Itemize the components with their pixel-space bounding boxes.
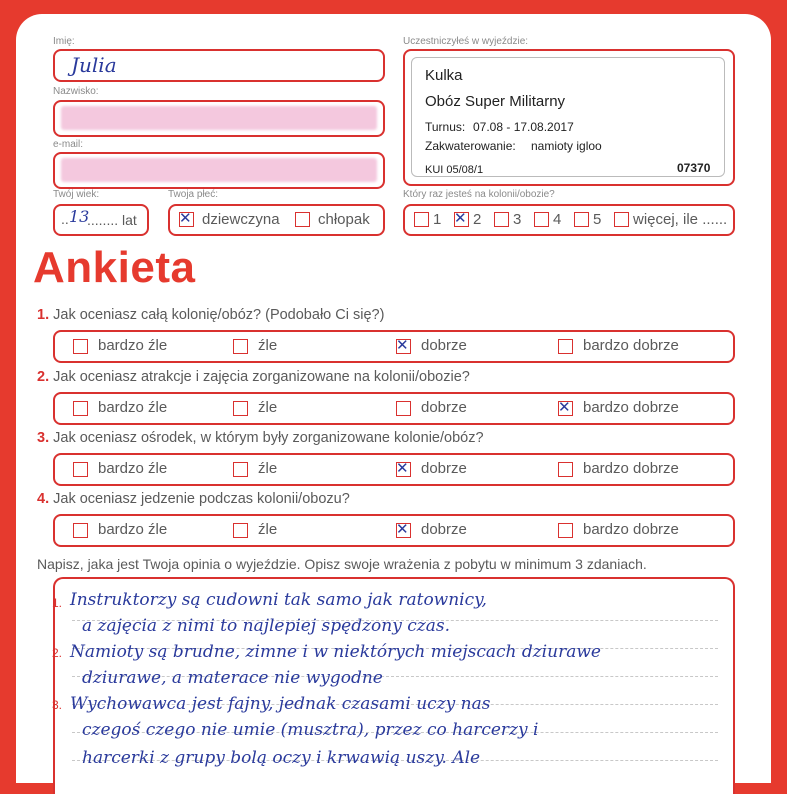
ticket-code: KUI 05/08/1 <box>425 164 484 176</box>
question-4-answer-row <box>53 514 735 547</box>
ticket-name: Kulka <box>425 67 463 84</box>
times-3-label: 3 <box>513 211 522 228</box>
ticket-turnus-label: Turnus: <box>425 120 466 134</box>
ticket-accommodation-label: Zakwaterowanie: <box>425 139 516 153</box>
gender-male-checkbox[interactable] <box>295 212 310 227</box>
times-label: Który raz jesteś na kolonii/obozie? <box>403 189 555 200</box>
question-4-option-3-label: dobrze <box>421 521 467 538</box>
age-value: 13 <box>69 207 90 226</box>
email-label: e-mail: <box>53 139 84 150</box>
opinion-line-6: czegoś czego nie umie (musztra), przez co harcerzy i <box>82 720 539 740</box>
question-1-option-2-label: źle <box>258 337 278 354</box>
age-field[interactable] <box>53 204 149 236</box>
question-2-number: 2. <box>37 369 50 385</box>
email-field[interactable] <box>53 152 385 189</box>
redacted-email <box>61 158 377 182</box>
question-1-option-1-label: bardzo źle <box>98 337 168 354</box>
question-3-option-3-checkbox[interactable] <box>396 462 411 477</box>
question-4-option-1-label: bardzo źle <box>98 521 168 538</box>
question-1-option-1-checkbox[interactable] <box>73 339 88 354</box>
question-4-number: 4. <box>37 491 50 507</box>
opinion-line-7: harcerki z grupy bolą oczy i krwawią uszy. Ale <box>82 748 481 768</box>
question-1-text <box>37 307 384 323</box>
age-label: Twój wiek: <box>53 189 100 200</box>
question-1-option-4-label: bardzo dobrze <box>583 337 679 354</box>
question-2-option-2-checkbox[interactable] <box>233 401 248 416</box>
times-field <box>403 204 735 236</box>
question-4-label: Jak oceniasz jedzenie podczas kolonii/obozu? <box>53 491 350 507</box>
question-2-option-3-checkbox[interactable] <box>396 401 411 416</box>
question-3-option-4-checkbox[interactable] <box>558 462 573 477</box>
gender-male-label: chłopak <box>318 211 370 228</box>
opinion-number-3: 3. <box>52 698 63 712</box>
participated-label: Uczestniczyłeś w wyjeździe: <box>403 36 529 47</box>
question-2-label: Jak oceniasz atrakcje i zajęcia zorganizowane na kolonii/obozie? <box>53 369 470 385</box>
gender-label: Twoja płeć: <box>168 189 219 200</box>
question-1-option-3-label: dobrze <box>421 337 467 354</box>
gender-female-checkbox[interactable] <box>179 212 194 227</box>
question-2-option-2-label: źle <box>258 399 278 416</box>
ticket-camp: Obóz Super Militarny <box>425 93 566 110</box>
question-1-option-4-checkbox[interactable] <box>558 339 573 354</box>
ticket-turnus-value: 07.08 - 17.08.2017 <box>473 120 574 134</box>
question-1-answer-row <box>53 330 735 363</box>
times-4-label: 4 <box>553 211 562 228</box>
first-name-value: Julia <box>71 53 117 77</box>
opinion-prompt: Napisz, jaka jest Twoja opinia o wyjeździe. Opisz swoje wrażenia z pobytu w minimum 3 zdaniach. <box>37 556 647 572</box>
ticket-accommodation-value: namioty igloo <box>531 139 602 153</box>
gender-female-label: dziewczyna <box>202 211 280 228</box>
opinion-line-4: dziurawe, a materace nie wygodne <box>82 668 383 688</box>
question-2-option-3-label: dobrze <box>421 399 467 416</box>
times-3-checkbox[interactable] <box>494 212 509 227</box>
question-3-label: Jak oceniasz ośrodek, w którym były zorganizowane kolonie/obóz? <box>53 430 484 446</box>
opinion-line-1: Instruktorzy są cudowni tak samo jak ratownicy, <box>70 590 487 610</box>
question-1-option-3-checkbox[interactable] <box>396 339 411 354</box>
times-1-checkbox[interactable] <box>414 212 429 227</box>
ticket-number: 07370 <box>677 161 711 175</box>
times-4-checkbox[interactable] <box>534 212 549 227</box>
first-name-label: Imię: <box>53 36 75 47</box>
opinion-line-3: Namioty są brudne, zimne i w niektórych miejscach dziurawe <box>70 642 601 662</box>
question-1-label: Jak oceniasz całą kolonię/obóz? (Podobało Ci się?) <box>53 307 385 323</box>
first-name-field[interactable] <box>53 49 385 82</box>
age-suffix: ........ lat <box>87 212 137 228</box>
redacted-last-name <box>61 106 377 130</box>
last-name-label: Nazwisko: <box>53 86 99 97</box>
age-prefix: .. <box>61 211 69 227</box>
times-more-checkbox[interactable] <box>614 212 629 227</box>
question-3-text <box>37 430 484 446</box>
question-4-option-1-checkbox[interactable] <box>73 523 88 538</box>
question-4-option-2-label: źle <box>258 521 278 538</box>
times-more-label: więcej, ile ...... <box>633 211 728 228</box>
question-3-number: 3. <box>37 430 50 446</box>
opinion-line-2: a zajęcia z nimi to najlepiej spędzony czas. <box>82 616 450 636</box>
question-3-option-3-label: dobrze <box>421 460 467 477</box>
times-5-label: 5 <box>593 211 602 228</box>
question-2-answer-row <box>53 392 735 425</box>
question-4-text <box>37 491 350 507</box>
question-3-option-1-checkbox[interactable] <box>73 462 88 477</box>
trip-ticket-box <box>403 49 735 186</box>
question-1-option-2-checkbox[interactable] <box>233 339 248 354</box>
question-4-option-4-label: bardzo dobrze <box>583 521 679 538</box>
question-4-option-3-checkbox[interactable] <box>396 523 411 538</box>
question-2-text <box>37 369 470 385</box>
question-3-option-1-label: bardzo źle <box>98 460 168 477</box>
times-2-checkbox[interactable] <box>454 212 469 227</box>
question-4-option-4-checkbox[interactable] <box>558 523 573 538</box>
question-3-option-4-label: bardzo dobrze <box>583 460 679 477</box>
gender-field <box>168 204 385 236</box>
times-5-checkbox[interactable] <box>574 212 589 227</box>
question-3-option-2-checkbox[interactable] <box>233 462 248 477</box>
question-1-number: 1. <box>37 307 50 323</box>
question-3-option-2-label: źle <box>258 460 278 477</box>
question-4-option-2-checkbox[interactable] <box>233 523 248 538</box>
opinion-number-2: 2. <box>52 646 63 660</box>
times-2-label: 2 <box>473 211 482 228</box>
question-2-option-4-label: bardzo dobrze <box>583 399 679 416</box>
opinion-number-1: 1. <box>52 596 63 610</box>
question-3-answer-row <box>53 453 735 486</box>
question-2-option-4-checkbox[interactable] <box>558 401 573 416</box>
last-name-field[interactable] <box>53 100 385 137</box>
question-2-option-1-checkbox[interactable] <box>73 401 88 416</box>
survey-title: Ankieta <box>33 243 196 292</box>
question-2-option-1-label: bardzo źle <box>98 399 168 416</box>
opinion-line-5: Wychowawca jest fajny, jednak czasami uczy nas <box>70 694 491 714</box>
times-1-label: 1 <box>433 211 442 228</box>
